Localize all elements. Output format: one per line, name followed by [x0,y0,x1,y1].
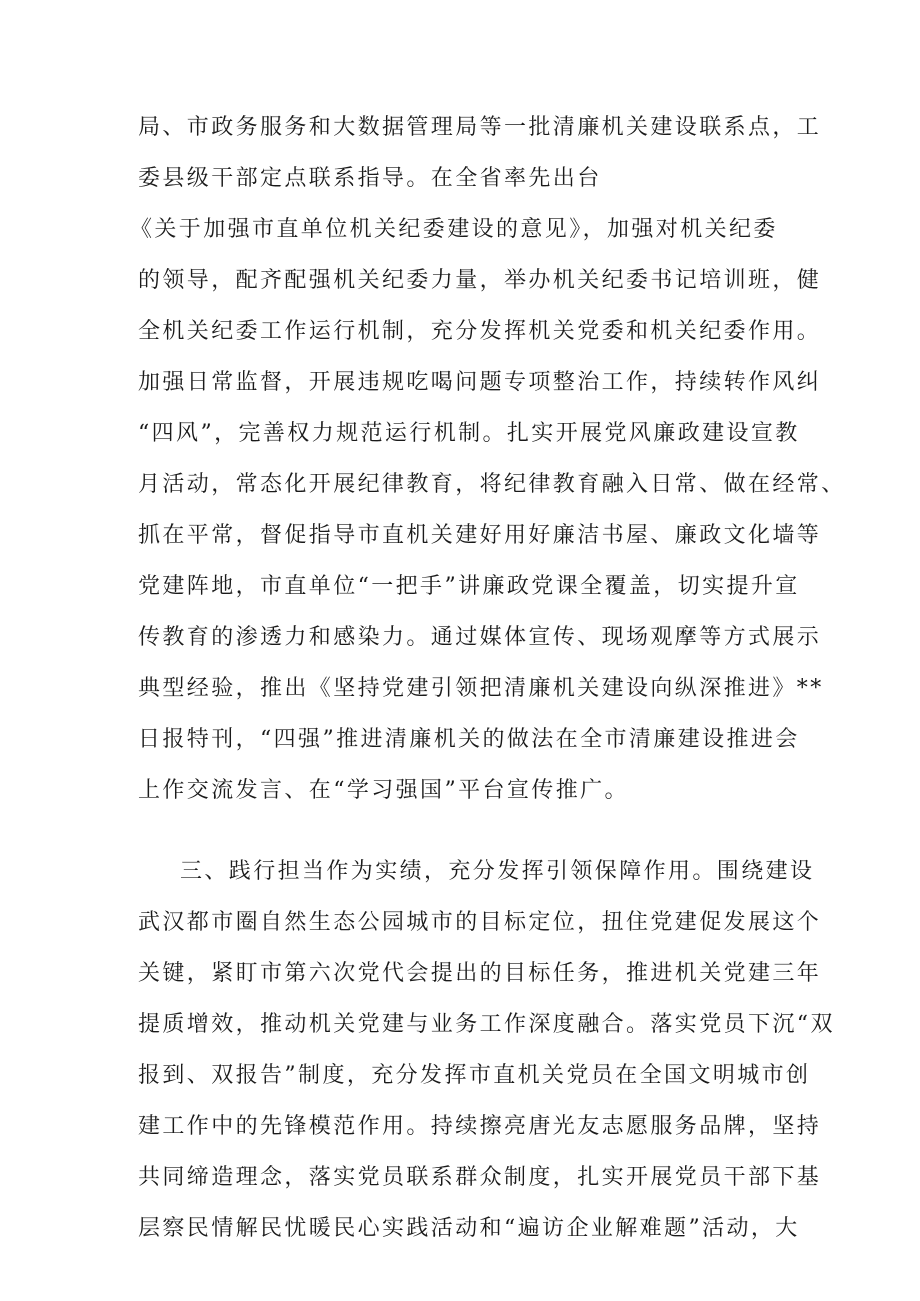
paragraph-line-9: 抓在平常，督促指导市直机关建好用好廉洁书屋、廉政文化墙等 [138,523,822,548]
paragraph-line-13: 日报特刊，“四强”推进清廉机关的做法在全市清廉建设推进会 [138,727,800,752]
paragraph-line-11: 传教育的渗透力和感染力。通过媒体宣传、现场观摩等方式展示 [138,625,822,650]
paragraph-line-4: 的领导，配齐配强机关纪委力量，举办机关纪委书记培训班，健 [138,268,822,293]
paragraph-line-10: 党建阵地，市直单位“一把手”讲廉政党课全覆盖，切实提升宣 [138,574,800,599]
paragraph-line-18: 提质增效，推动机关党建与业务工作深度融合。落实党员下沉“双 [138,1012,835,1037]
paragraph-line-3: 《关于加强市直单位机关纪委建设的意见》，加强对机关纪委 [130,217,778,242]
paragraph-line-6: 加强日常监督，开展违规吃喝问题专项整治工作，持续转作风纠 [138,370,822,395]
section-three-first-line: 三、践行担当作为实绩，充分发挥引领保障作用。围绕建设 [180,859,815,884]
paragraph-line-2: 委县级干部定点联系指导。在全省率先出台 [138,166,602,191]
paragraph-line-1: 局、市政务服务和大数据管理局等一批清廉机关建设联系点，工 [138,115,822,140]
paragraph-line-20: 建工作中的先锋模范作用。持续擦亮唐光友志愿服务品牌，坚持 [138,1114,822,1139]
paragraph-line-16: 武汉都市圈自然生态公园城市的目标定位，扭住党建促发展这个 [138,910,822,935]
paragraph-line-12: 典型经验，推出《坚持党建引领把清廉机关建设向纵深推进》** [138,676,824,701]
paragraph-line-7: “四风”，完善权力规范运行机制。扎实开展党风廉政建设宣教 [138,421,800,446]
paragraph-line-5: 全机关纪委工作运行机制，充分发挥机关党委和机关纪委作用。 [138,319,822,344]
paragraph-line-8: 月活动，常态化开展纪律教育，将纪律教育融入日常、做在经常、 [138,472,846,497]
paragraph-line-14: 上作交流发言、在“学习强国”平台宣传推广。 [138,778,629,803]
paragraph-line-17: 关键，紧盯市第六次党代会提出的目标任务，推进机关党建三年 [138,961,822,986]
paragraph-line-21: 共同缔造理念，落实党员联系群众制度，扎实开展党员干部下基 [138,1165,822,1190]
paragraph-line-22: 层察民情解民忧暖民心实践活动和“遍访企业解难题”活动，大 [138,1216,800,1241]
paragraph-line-19: 报到、双报告”制度，充分发挥市直机关党员在全国文明城市创 [138,1063,811,1088]
